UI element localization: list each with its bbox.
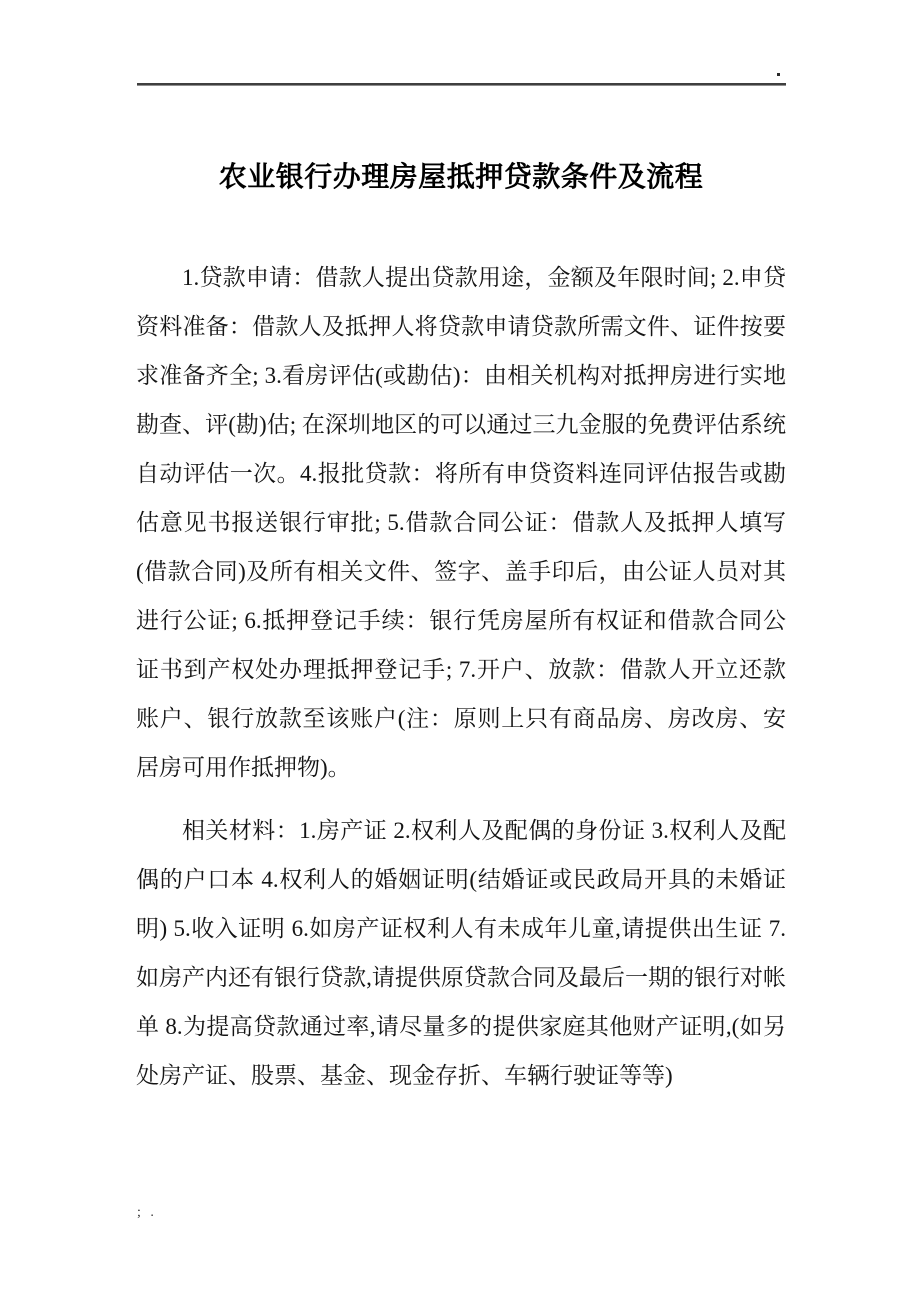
paragraph-required-materials: 相关材料：1.房产证 2.权利人及配偶的身份证 3.权利人及配偶的户口本 4.权利人的婚姻证明(结婚证或民政局开具的未婚证明) 5.收入证明 6.如房产证权利人有未成年儿童,请提供出生证 7.如房产内还有银行贷款,请提供原贷款合同及最后一期的银行对帐单 8.为提高贷款通过率,请尽量多的提供家庭其他财产证明,(如另处房产证、股票、基金、现金存折、车辆行驶证等等) [136, 818, 786, 1088]
footer-stray-marks: ; . [137, 1205, 157, 1220]
document-title: 农业银行办理房屋抵押贷款条件及流程 [218, 162, 704, 193]
paragraph-loan-process: 1.贷款申请：借款人提出贷款用途，金额及年限时间; 2.申贷资料准备：借款人及抵押人将贷款申请贷款所需文件、证件按要求准备齐全; 3.看房评估(或勘估)：由相关机构对抵押房进行实地勘查、评(勘)估; 在深圳地区的可以通过三九金服的免费评估系统自动评估一次。4.报批贷款：将所有申贷资料连同评估报告或勘估意见书报送银行审批; 5.借款合同公证：借款人及抵押人填写(借款合同)及所有相关文件、签字、盖手印后，由公证人员对其进行公证; 6.抵押登记手续：银行凭房屋所有权证和借款合同公证书到产权处办理抵押登记手; 7.开户、放款：借款人开立还款账户、银行放款至该账户(注：原则上只有商品房、房改房、安居房可用作抵押物)。 [136, 265, 786, 780]
header-rule [137, 83, 786, 86]
document-body [136, 253, 786, 1114]
stray-mark-top-right [777, 73, 780, 76]
